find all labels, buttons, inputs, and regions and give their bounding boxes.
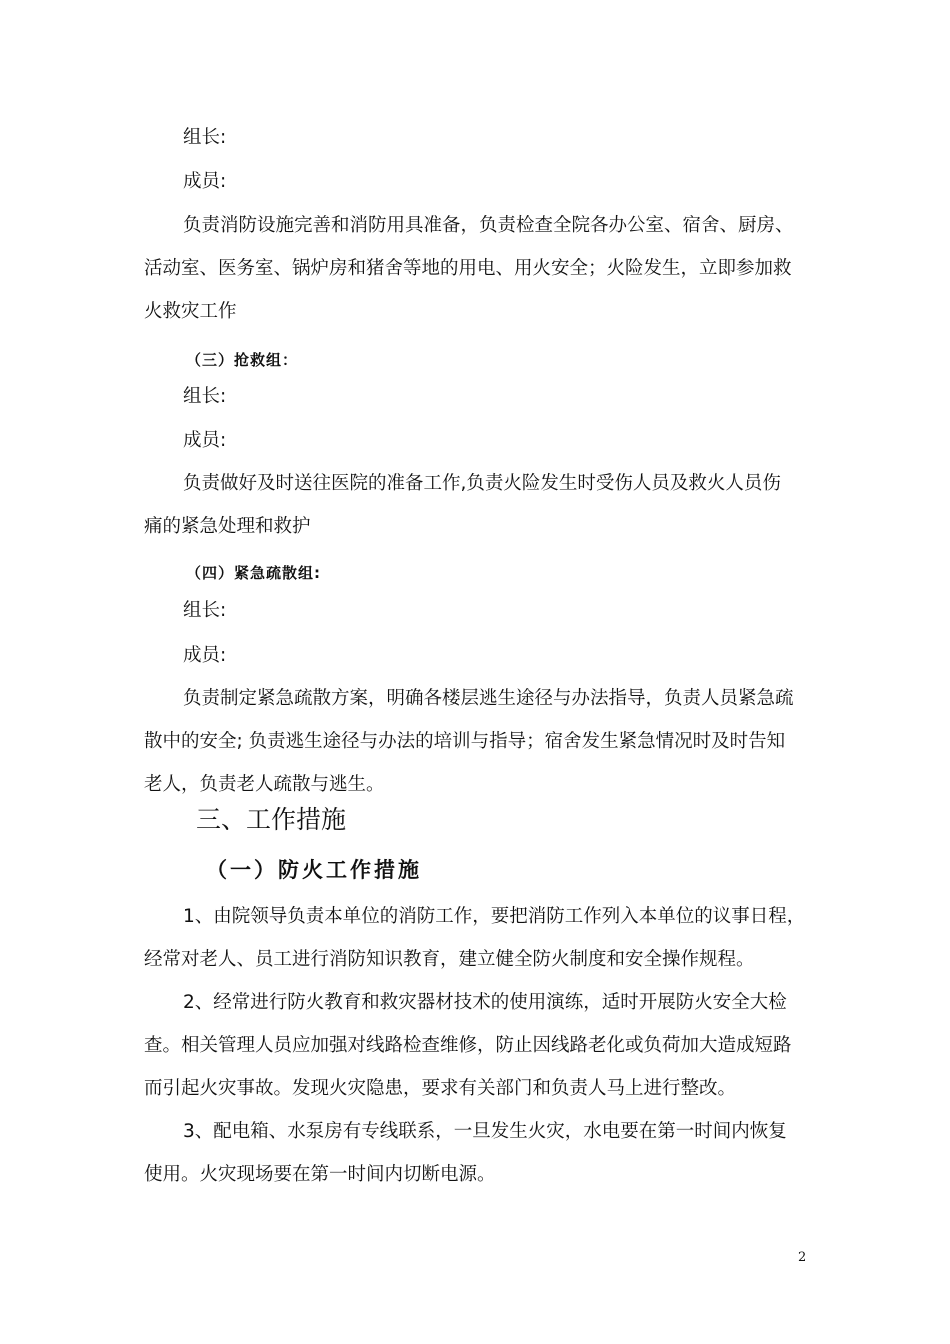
group2-duty-line-3: 火救灾工作 xyxy=(144,301,237,322)
measure-2-line-2: 查。相关管理人员应加强对线路检查维修，防止因线路老化或负荷加大造成短路 xyxy=(144,1035,792,1056)
measure-2-line-3: 而引起火灾事故。发现火灾隐患，要求有关部门和负责人马上进行整改。 xyxy=(144,1078,737,1099)
measure-3-line-2: 使用。火灾现场要在第一时间内切断电源。 xyxy=(144,1164,496,1185)
group2-duty-line-1: 负责消防设施完善和消防用具准备，负责检查全院各办公室、宿舍、厨房、 xyxy=(183,215,794,236)
measure-3-line-1: 3、配电箱、水泵房有专线联系，一旦发生火灾，水电要在第一时间内恢复 xyxy=(183,1121,787,1142)
measure-2-line-1: 2、经常进行防火教育和救灾器材技术的使用演练，适时开展防火安全大检 xyxy=(183,992,787,1013)
group2-leader-label: 组长: xyxy=(183,127,227,148)
group2-members-label: 成员: xyxy=(183,171,227,192)
group3-duty-line-2: 痛的紧急处理和救护 xyxy=(144,516,311,537)
group4-title: （四）紧急疏散组: xyxy=(186,564,321,582)
page-number: 2 xyxy=(798,1250,807,1265)
group2-duty-line-2: 活动室、医务室、锅炉房和猪舍等地的用电、用火安全；火险发生，立即参加救 xyxy=(144,258,792,279)
group4-duty-line-1: 负责制定紧急疏散方案，明确各楼层逃生途径与办法指导，负责人员紧急疏 xyxy=(183,688,794,709)
section3-sub1-heading: （一）防火工作措施 xyxy=(206,858,422,882)
group4-leader-label: 组长: xyxy=(183,600,227,621)
group3-leader-label: 组长: xyxy=(183,386,227,407)
measure-1-line-1: 1、由院领导负责本单位的消防工作，要把消防工作列入本单位的议事日程， xyxy=(183,906,806,927)
group4-duty-line-2: 散中的安全; 负责逃生途径与办法的培训与指导；宿舍发生紧急情况时及时告知 xyxy=(144,731,786,752)
measure-1-line-2: 经常对老人、员工进行消防知识教育，建立健全防火制度和安全操作规程。 xyxy=(144,949,755,970)
group3-title: （三）抢救组： xyxy=(186,351,299,369)
section3-heading: 三、工作措施 xyxy=(196,805,347,834)
group4-duty-line-3: 老人，负责老人疏散与逃生。 xyxy=(144,774,385,795)
group3-members-label: 成员: xyxy=(183,430,227,451)
group4-members-label: 成员: xyxy=(183,645,227,666)
group3-duty-line-1: 负责做好及时送往医院的准备工作,负责火险发生时受伤人员及救火人员伤 xyxy=(183,473,781,494)
